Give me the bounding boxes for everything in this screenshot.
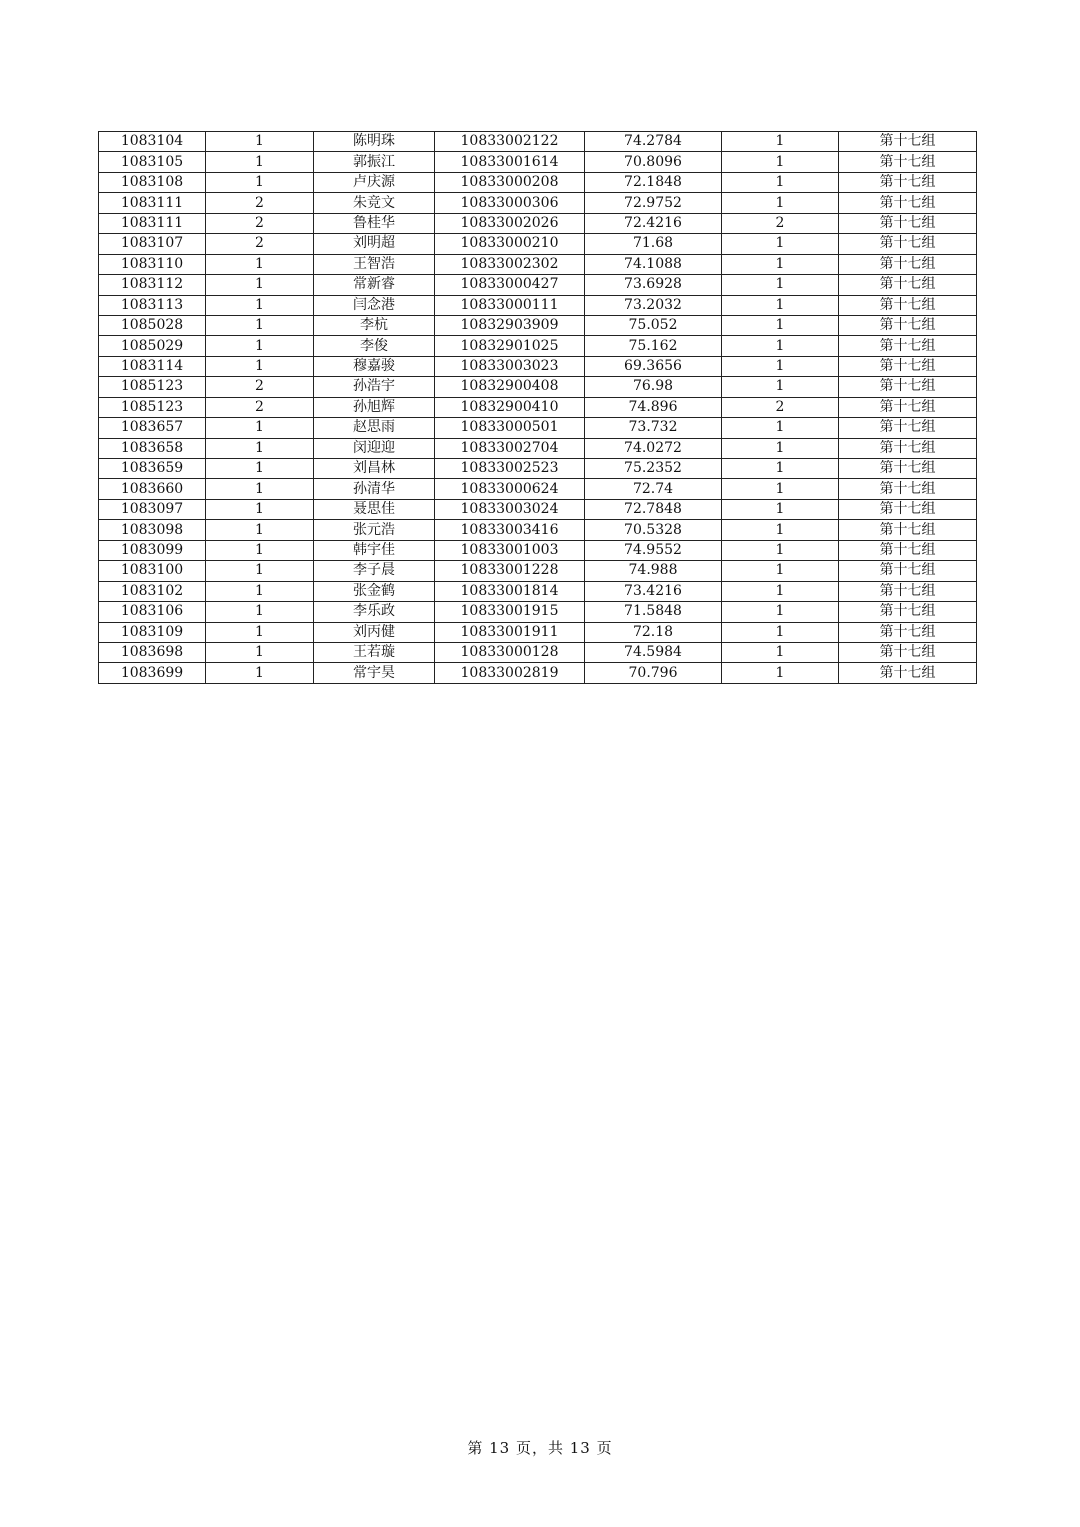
rank-cell: 2 (722, 213, 839, 233)
hire-count-cell: 2 (206, 193, 314, 213)
table-row (99, 520, 977, 540)
candidate-name-cell: 卢庆源 (314, 172, 435, 192)
candidate-name-cell: 穆嘉骏 (314, 356, 435, 376)
rank-cell: 1 (722, 642, 839, 662)
score-cell: 75.052 (585, 315, 722, 335)
group-cell: 第十七组 (839, 213, 977, 233)
table-row (99, 295, 977, 315)
exam-number-cell: 10833000210 (435, 234, 585, 254)
table-row (99, 561, 977, 581)
score-cell: 73.6928 (585, 275, 722, 295)
exam-number-cell: 10833001915 (435, 602, 585, 622)
candidate-name-cell: 赵思雨 (314, 418, 435, 438)
table-row (99, 642, 977, 662)
table-row (99, 499, 977, 519)
table-row (99, 132, 977, 152)
group-cell: 第十七组 (839, 561, 977, 581)
candidate-name-cell: 李乐政 (314, 602, 435, 622)
position-code-cell: 1083110 (99, 254, 206, 274)
group-cell: 第十七组 (839, 418, 977, 438)
candidate-name-cell: 刘明超 (314, 234, 435, 254)
hire-count-cell: 1 (206, 499, 314, 519)
group-cell: 第十七组 (839, 581, 977, 601)
candidate-name-cell: 闵迎迎 (314, 438, 435, 458)
position-code-cell: 1083104 (99, 132, 206, 152)
table-row (99, 459, 977, 479)
rank-cell: 2 (722, 397, 839, 417)
exam-number-cell: 10833003024 (435, 499, 585, 519)
score-cell: 76.98 (585, 377, 722, 397)
rank-cell: 1 (722, 336, 839, 356)
results-table-body (99, 132, 977, 684)
table-row (99, 581, 977, 601)
position-code-cell: 1083106 (99, 602, 206, 622)
rank-cell: 1 (722, 275, 839, 295)
score-cell: 74.9552 (585, 540, 722, 560)
rank-cell: 1 (722, 459, 839, 479)
score-cell: 70.5328 (585, 520, 722, 540)
score-cell: 72.1848 (585, 172, 722, 192)
table-row (99, 438, 977, 458)
group-cell: 第十七组 (839, 132, 977, 152)
candidate-name-cell: 鲁桂华 (314, 213, 435, 233)
position-code-cell: 1083102 (99, 581, 206, 601)
candidate-name-cell: 闫念港 (314, 295, 435, 315)
exam-number-cell: 10833002704 (435, 438, 585, 458)
table-row (99, 172, 977, 192)
position-code-cell: 1083107 (99, 234, 206, 254)
rank-cell: 1 (722, 377, 839, 397)
rank-cell: 1 (722, 602, 839, 622)
rank-cell: 1 (722, 520, 839, 540)
table-row (99, 663, 977, 683)
score-cell: 75.162 (585, 336, 722, 356)
candidate-name-cell: 刘昌林 (314, 459, 435, 479)
group-cell: 第十七组 (839, 295, 977, 315)
candidate-name-cell: 王智浩 (314, 254, 435, 274)
candidate-name-cell: 刘丙健 (314, 622, 435, 642)
position-code-cell: 1083660 (99, 479, 206, 499)
exam-number-cell: 10833000624 (435, 479, 585, 499)
hire-count-cell: 1 (206, 561, 314, 581)
score-cell: 74.1088 (585, 254, 722, 274)
position-code-cell: 1083658 (99, 438, 206, 458)
rank-cell: 1 (722, 479, 839, 499)
score-cell: 74.896 (585, 397, 722, 417)
hire-count-cell: 1 (206, 356, 314, 376)
table-row (99, 602, 977, 622)
score-cell: 73.4216 (585, 581, 722, 601)
hire-count-cell: 1 (206, 336, 314, 356)
candidate-name-cell: 陈明珠 (314, 132, 435, 152)
exam-number-cell: 10833000427 (435, 275, 585, 295)
group-cell: 第十七组 (839, 234, 977, 254)
position-code-cell: 1083112 (99, 275, 206, 295)
rank-cell: 1 (722, 193, 839, 213)
exam-number-cell: 10833002302 (435, 254, 585, 274)
position-code-cell: 1083114 (99, 356, 206, 376)
rank-cell: 1 (722, 254, 839, 274)
hire-count-cell: 1 (206, 438, 314, 458)
table-row (99, 540, 977, 560)
table-row (99, 397, 977, 417)
rank-cell: 1 (722, 581, 839, 601)
exam-number-cell: 10832901025 (435, 336, 585, 356)
score-cell: 70.796 (585, 663, 722, 683)
position-code-cell: 1083113 (99, 295, 206, 315)
table-row (99, 356, 977, 376)
table-row (99, 234, 977, 254)
hire-count-cell: 1 (206, 152, 314, 172)
exam-number-cell: 10833002523 (435, 459, 585, 479)
exam-number-cell: 10832900408 (435, 377, 585, 397)
candidate-name-cell: 朱竞文 (314, 193, 435, 213)
rank-cell: 1 (722, 132, 839, 152)
score-cell: 75.2352 (585, 459, 722, 479)
group-cell: 第十七组 (839, 275, 977, 295)
hire-count-cell: 1 (206, 602, 314, 622)
hire-count-cell: 1 (206, 418, 314, 438)
score-cell: 71.68 (585, 234, 722, 254)
candidate-name-cell: 李俊 (314, 336, 435, 356)
score-cell: 71.5848 (585, 602, 722, 622)
results-table (98, 131, 977, 684)
hire-count-cell: 1 (206, 295, 314, 315)
candidate-name-cell: 张金鹤 (314, 581, 435, 601)
group-cell: 第十七组 (839, 499, 977, 519)
table-row (99, 213, 977, 233)
candidate-name-cell: 常宇昊 (314, 663, 435, 683)
hire-count-cell: 2 (206, 213, 314, 233)
exam-number-cell: 10833001003 (435, 540, 585, 560)
candidate-name-cell: 孙旭辉 (314, 397, 435, 417)
position-code-cell: 1083100 (99, 561, 206, 581)
table-row (99, 315, 977, 335)
exam-number-cell: 10832903909 (435, 315, 585, 335)
table-row (99, 418, 977, 438)
score-cell: 73.2032 (585, 295, 722, 315)
position-code-cell: 1085029 (99, 336, 206, 356)
hire-count-cell: 1 (206, 172, 314, 192)
position-code-cell: 1083105 (99, 152, 206, 172)
exam-number-cell: 10833001814 (435, 581, 585, 601)
group-cell: 第十七组 (839, 622, 977, 642)
rank-cell: 1 (722, 540, 839, 560)
hire-count-cell: 1 (206, 520, 314, 540)
rank-cell: 1 (722, 561, 839, 581)
group-cell: 第十七组 (839, 356, 977, 376)
exam-number-cell: 10833000111 (435, 295, 585, 315)
score-cell: 74.0272 (585, 438, 722, 458)
score-cell: 73.732 (585, 418, 722, 438)
candidate-name-cell: 孙浩宇 (314, 377, 435, 397)
hire-count-cell: 2 (206, 397, 314, 417)
exam-number-cell: 10833000501 (435, 418, 585, 438)
hire-count-cell: 1 (206, 275, 314, 295)
position-code-cell: 1083657 (99, 418, 206, 438)
position-code-cell: 1083698 (99, 642, 206, 662)
rank-cell: 1 (722, 315, 839, 335)
score-cell: 70.8096 (585, 152, 722, 172)
hire-count-cell: 1 (206, 663, 314, 683)
position-code-cell: 1083108 (99, 172, 206, 192)
rank-cell: 1 (722, 418, 839, 438)
candidate-name-cell: 孙清华 (314, 479, 435, 499)
group-cell: 第十七组 (839, 152, 977, 172)
score-cell: 74.5984 (585, 642, 722, 662)
hire-count-cell: 1 (206, 642, 314, 662)
exam-number-cell: 10833000128 (435, 642, 585, 662)
hire-count-cell: 2 (206, 377, 314, 397)
exam-number-cell: 10833001614 (435, 152, 585, 172)
candidate-name-cell: 常新睿 (314, 275, 435, 295)
table-row (99, 377, 977, 397)
group-cell: 第十七组 (839, 397, 977, 417)
score-cell: 72.9752 (585, 193, 722, 213)
exam-number-cell: 10833002026 (435, 213, 585, 233)
table-row (99, 275, 977, 295)
score-cell: 72.4216 (585, 213, 722, 233)
score-cell: 72.74 (585, 479, 722, 499)
group-cell: 第十七组 (839, 459, 977, 479)
hire-count-cell: 1 (206, 459, 314, 479)
table-row (99, 193, 977, 213)
position-code-cell: 1083111 (99, 213, 206, 233)
rank-cell: 1 (722, 663, 839, 683)
candidate-name-cell: 聂思佳 (314, 499, 435, 519)
exam-number-cell: 10833002819 (435, 663, 585, 683)
rank-cell: 1 (722, 438, 839, 458)
position-code-cell: 1083699 (99, 663, 206, 683)
table-row (99, 254, 977, 274)
group-cell: 第十七组 (839, 254, 977, 274)
table-row (99, 336, 977, 356)
position-code-cell: 1083097 (99, 499, 206, 519)
rank-cell: 1 (722, 295, 839, 315)
exam-number-cell: 10833002122 (435, 132, 585, 152)
hire-count-cell: 1 (206, 581, 314, 601)
candidate-name-cell: 李子晨 (314, 561, 435, 581)
hire-count-cell: 1 (206, 540, 314, 560)
hire-count-cell: 1 (206, 479, 314, 499)
exam-number-cell: 10833000208 (435, 172, 585, 192)
rank-cell: 1 (722, 234, 839, 254)
group-cell: 第十七组 (839, 520, 977, 540)
rank-cell: 1 (722, 356, 839, 376)
candidate-name-cell: 韩宇佳 (314, 540, 435, 560)
position-code-cell: 1083098 (99, 520, 206, 540)
group-cell: 第十七组 (839, 438, 977, 458)
exam-number-cell: 10832900410 (435, 397, 585, 417)
exam-number-cell: 10833003416 (435, 520, 585, 540)
group-cell: 第十七组 (839, 336, 977, 356)
rank-cell: 1 (722, 622, 839, 642)
hire-count-cell: 2 (206, 234, 314, 254)
score-cell: 72.7848 (585, 499, 722, 519)
score-cell: 72.18 (585, 622, 722, 642)
table-row (99, 152, 977, 172)
group-cell: 第十七组 (839, 663, 977, 683)
page-number-footer: 第 13 页，共 13 页 (467, 1439, 613, 1457)
table-row (99, 622, 977, 642)
group-cell: 第十七组 (839, 193, 977, 213)
hire-count-cell: 1 (206, 315, 314, 335)
hire-count-cell: 1 (206, 132, 314, 152)
position-code-cell: 1085123 (99, 397, 206, 417)
group-cell: 第十七组 (839, 315, 977, 335)
group-cell: 第十七组 (839, 479, 977, 499)
exam-number-cell: 10833001228 (435, 561, 585, 581)
rank-cell: 1 (722, 499, 839, 519)
candidate-name-cell: 王若璇 (314, 642, 435, 662)
candidate-name-cell: 郭振江 (314, 152, 435, 172)
candidate-name-cell: 李杭 (314, 315, 435, 335)
score-cell: 74.2784 (585, 132, 722, 152)
table-row (99, 479, 977, 499)
hire-count-cell: 1 (206, 254, 314, 274)
exam-number-cell: 10833000306 (435, 193, 585, 213)
position-code-cell: 1085028 (99, 315, 206, 335)
score-cell: 69.3656 (585, 356, 722, 376)
exam-number-cell: 10833001911 (435, 622, 585, 642)
hire-count-cell: 1 (206, 622, 314, 642)
group-cell: 第十七组 (839, 642, 977, 662)
candidate-name-cell: 张元浩 (314, 520, 435, 540)
score-cell: 74.988 (585, 561, 722, 581)
group-cell: 第十七组 (839, 540, 977, 560)
position-code-cell: 1083111 (99, 193, 206, 213)
rank-cell: 1 (722, 152, 839, 172)
position-code-cell: 1083099 (99, 540, 206, 560)
group-cell: 第十七组 (839, 602, 977, 622)
position-code-cell: 1083109 (99, 622, 206, 642)
group-cell: 第十七组 (839, 172, 977, 192)
group-cell: 第十七组 (839, 377, 977, 397)
exam-number-cell: 10833003023 (435, 356, 585, 376)
position-code-cell: 1083659 (99, 459, 206, 479)
position-code-cell: 1085123 (99, 377, 206, 397)
rank-cell: 1 (722, 172, 839, 192)
